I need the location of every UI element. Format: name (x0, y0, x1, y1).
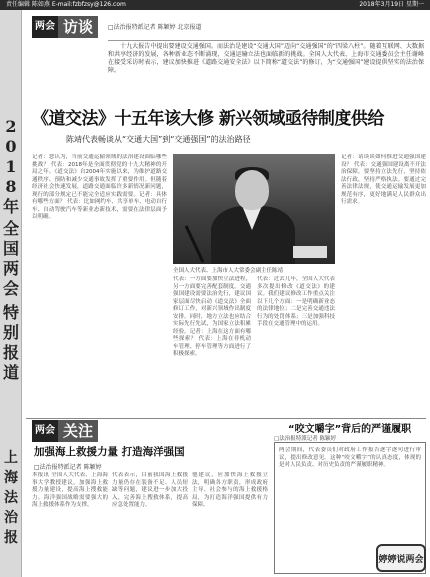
photo-caption: 全国人大代表、上海市人大常委会副主任陈靖 (173, 268, 284, 274)
header-editor-info: 责任编辑 陈如燕 E-mail:fzbfzsy@126.com (6, 1, 126, 8)
side-year-digit: 8 (5, 177, 17, 196)
sidebar-article-headline: “咬文嚼字”背后的严谨履职 (288, 424, 412, 435)
section-tag-focus (32, 420, 98, 442)
side-year-digit: 0 (5, 137, 17, 156)
side-special: 特 (2, 303, 19, 322)
section-tag-prefix: 两会 (32, 420, 58, 442)
side-paper-name: 治 (4, 510, 18, 526)
photo-figure-head (235, 170, 269, 210)
section-tag-interview (32, 16, 98, 38)
article-column: 记者：请谈谈如何推进交通强国建设？ 代表：交通强国建设离不开法治保障，要坚持立法先行，坚持依法行政，坚持严格执法。要通过完善法律法规，使交通运输发展更加规范有序，更好地满足人民群众出行需求。 (341, 154, 426, 205)
article-column: 代表：一方面要加快立法进程，另一方面要完善配套制度。交通强国建设需要法治先行，建议国家层面尽快启动《道交法》全面修订工作，对新兴领域作出制度安排。同时，地方立法也应结合实际先行先试，为国家立法积累经验。记者：上海在这方面有哪些探索？ 代表：上海在非机动车管理、停车管理等方面进行了积极探索。 (173, 276, 251, 357)
header-date: 2018年3月19日 星期一 (359, 1, 424, 8)
article-intro: 十九大报告中提出要建设交通强国。而法治是建设“交通大国”迈向“交通强国”的“四梁八柱”。随着互联网、大数据和共享经济的发展，各种新业态不断涌现，交通运输立法也面临新的挑战。全国人大代表、上海市交通委员会主任谢峰在接受采访时表示，建议加快推进《道路交通安全法》以下简称“道交法”的修订，为“交通强国”建设提供坚实的法治保障。 (108, 40, 424, 94)
side-word: 国 (2, 239, 19, 258)
article-column: 记者：您认为，当前交通运输领域的法治建设面临哪些挑战？ 代表：2018年是全面贯彻党的十九大精神的开局之年。《道交法》自2004年实施以来，为维护道路交通秩序、预防和减少交通事故发挥了重要作用。但随着经济社会快速发展，道路交通面临许多新情况新问题，现行的部分规定已不能完全适应实践需要。记者：具体有哪些方面？ 代表：比如网约车、共享单车、电动自行车、自动驾驶汽车等新业态新技术，需要在法律层面予以明确。 (32, 154, 167, 220)
newspaper-page (26, 14, 426, 574)
side-paper-name: 法 (4, 490, 18, 506)
side-paper-name: 海 (4, 470, 18, 486)
side-paper-name: 报 (4, 530, 18, 546)
column-logo-stamp: 婷婷说两会 (376, 544, 426, 572)
side-special: 道 (2, 363, 19, 382)
section-tag-prefix: 两会 (32, 16, 58, 38)
article2-column: 代表表示，目前我国海上救援力量仍存在装备不足、人员短缺等问题，建议进一步加大投入，完善海上搜救体系，提高应急处置能力。 (112, 472, 188, 508)
section-tag-label: 访谈 (58, 16, 98, 38)
article2-headline: 加强海上救援力量 打造海洋强国 (34, 446, 185, 458)
article-column: 代表：过去几年，全国人大代表多次提出修改《道交法》的建议。我们建议修改工作重点关注以下几个方面：一是明确新业态的法律地位；二是完善交通违法行为的处罚体系；三是加强科技手段在交通管理中的运用。 (257, 276, 335, 327)
side-word: 全 (2, 219, 19, 238)
side-year-digit: 2 (5, 117, 17, 136)
side-special: 别 (2, 323, 19, 342)
side-strip (0, 10, 22, 577)
section-divider (26, 418, 426, 419)
article-subtitle: 陈靖代表畅谈从“交通大国”到“交通强国”的法治路径 (66, 135, 251, 144)
side-word: 会 (2, 279, 19, 298)
article-byline: □法治报特派记者 陈颖婷 北京报道 (108, 24, 202, 31)
photo-nameplate (293, 246, 327, 258)
article-headline: 《道交法》十五年该大修 新兴领域亟待制度供给 (32, 109, 384, 129)
newspaper-header-bar (0, 0, 430, 10)
article2-column: 他建议，应加快海上救援立法，明确各方职责，形成政府主导、社会参与的海上救援格局，为打造海洋强国提供有力保障。 (192, 472, 268, 508)
side-year-digit: 1 (5, 157, 17, 176)
sidebar-article-text: 两会期间，代表委员们对政府工作报告逐字逐句进行审议，提出修改意见。这种“咬文嚼字”的认真态度，体现的是对人民负责、对历史负责的严谨履职精神。 (279, 447, 421, 468)
section-tag-label: 关注 (58, 420, 98, 442)
sidebar-article-byline: □法治报特派记者 陈颖婷 (274, 436, 336, 442)
article2-column: 本报讯 全国人大代表、上海海事大学教授建议，加强海上救援力量建设，提高海上搜救能力。海洋强国战略需要强大的海上救援体系作为支撑。 (32, 472, 108, 508)
side-paper-name: 上 (4, 450, 18, 466)
side-special: 报 (2, 343, 19, 362)
side-year-suffix: 年 (2, 197, 19, 216)
photo-microphone (185, 225, 205, 263)
interview-photo (173, 154, 335, 264)
side-word: 两 (2, 259, 19, 278)
article2-byline: □法治报特派记者 陈颖婷 (34, 464, 102, 471)
